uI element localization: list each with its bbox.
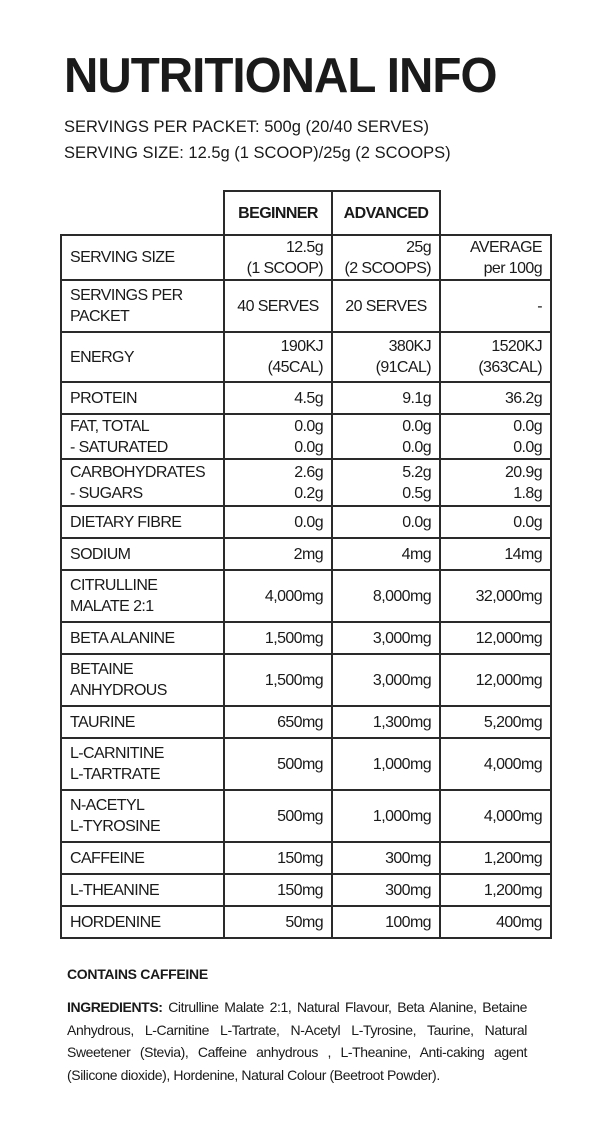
advanced-value-line: 100mg bbox=[385, 913, 431, 931]
beginner-value bbox=[224, 506, 332, 538]
beginner-value bbox=[224, 382, 332, 414]
nutrient-label-line: N-ACETYL bbox=[70, 797, 145, 814]
beginner-value bbox=[224, 654, 332, 706]
beginner-value-line: 1,500mg bbox=[264, 629, 323, 647]
per-100g-value bbox=[440, 622, 551, 654]
advanced-value bbox=[332, 622, 440, 654]
beginner-value-line: 12.5g bbox=[285, 238, 323, 256]
beginner-value bbox=[224, 570, 332, 622]
advanced-value-line: 300mg bbox=[385, 881, 431, 899]
per-100g-value bbox=[440, 874, 551, 906]
per-100g-value-line: (363CAL) bbox=[478, 359, 542, 376]
beginner-value-line: 190KJ bbox=[280, 338, 323, 355]
per-100g-value-line: AVERAGE bbox=[470, 238, 542, 256]
nutrient-label-line: FAT, TOTAL bbox=[70, 417, 150, 435]
advanced-value-line: 0.0g bbox=[402, 417, 431, 435]
beginner-value bbox=[224, 790, 332, 842]
per-100g-value bbox=[440, 738, 551, 790]
per-100g-value bbox=[440, 235, 551, 280]
beginner-value bbox=[224, 842, 332, 874]
ingredients-label: INGREDIENTS: bbox=[67, 999, 163, 1015]
blank-cell bbox=[440, 191, 551, 235]
advanced-value-line: (91CAL) bbox=[375, 359, 431, 376]
beginner-value bbox=[224, 706, 332, 738]
nutrient-row bbox=[61, 790, 551, 842]
serving-size: SERVING SIZE: 12.5g (1 SCOOP)/25g (2 SCOOPS) bbox=[64, 144, 451, 162]
beginner-value-line: 650mg bbox=[277, 713, 323, 731]
advanced-value-line: 8,000mg bbox=[372, 587, 431, 605]
beginner-value bbox=[224, 538, 332, 570]
contains-caffeine: CONTAINS CAFFEINE bbox=[67, 966, 208, 982]
advanced-value-line: 25g bbox=[406, 238, 431, 256]
blank-cell bbox=[61, 191, 224, 235]
nutrient-label-line: - SUGARS bbox=[70, 484, 143, 502]
nutrient-label bbox=[61, 622, 224, 654]
advanced-value-line: 0.5g bbox=[402, 484, 431, 502]
beginner-value bbox=[224, 906, 332, 938]
per-100g-value bbox=[440, 506, 551, 538]
beginner-value-line: 0.0g bbox=[294, 438, 323, 456]
nutrition-table bbox=[60, 190, 552, 939]
nutrient-label bbox=[61, 538, 224, 570]
nutrient-row bbox=[61, 906, 551, 938]
per-100g-value-line: 12,000mg bbox=[475, 629, 542, 647]
nutrient-row bbox=[61, 235, 551, 280]
per-100g-value-line: 1520KJ bbox=[491, 338, 542, 355]
nutrient-row bbox=[61, 332, 551, 382]
nutrient-label bbox=[61, 570, 224, 622]
servings-per-packet: SERVINGS PER PACKET: 500g (20/40 SERVES) bbox=[64, 118, 429, 136]
nutrient-label-line: MALATE 2:1 bbox=[70, 598, 154, 615]
advanced-value bbox=[332, 506, 440, 538]
nutrient-label-line: L-TARTRATE bbox=[70, 766, 161, 783]
nutrient-label-line: TAURINE bbox=[70, 713, 135, 731]
nutrient-label bbox=[61, 414, 224, 459]
advanced-value-line: 1,000mg bbox=[372, 755, 431, 773]
header-row bbox=[61, 191, 551, 235]
nutrient-row bbox=[61, 506, 551, 538]
nutrient-label-line: SODIUM bbox=[70, 545, 131, 563]
header-beginner: BEGINNER bbox=[224, 191, 332, 235]
nutrient-label-line: BETAINE bbox=[70, 661, 134, 678]
nutrient-label-line: - SATURATED bbox=[70, 438, 168, 456]
per-100g-value bbox=[440, 654, 551, 706]
advanced-value-line: 0.0g bbox=[402, 513, 431, 531]
per-100g-value-line: 20.9g bbox=[504, 463, 542, 481]
advanced-value bbox=[332, 790, 440, 842]
per-100g-value-line: 4,000mg bbox=[483, 807, 542, 825]
per-100g-value bbox=[440, 382, 551, 414]
per-100g-value-line: 1.8g bbox=[513, 484, 542, 502]
per-100g-value-line: 0.0g bbox=[513, 438, 542, 456]
per-100g-value bbox=[440, 706, 551, 738]
beginner-value-line: 0.2g bbox=[294, 484, 323, 502]
beginner-value-line: 40 SERVES bbox=[237, 297, 319, 315]
per-100g-value bbox=[440, 790, 551, 842]
beginner-value bbox=[224, 738, 332, 790]
advanced-value bbox=[332, 874, 440, 906]
advanced-value-line: 0.0g bbox=[402, 438, 431, 456]
advanced-value-line: 3,000mg bbox=[372, 629, 431, 647]
advanced-value bbox=[332, 738, 440, 790]
beginner-value bbox=[224, 414, 332, 459]
per-100g-value-line: 1,200mg bbox=[483, 881, 542, 899]
advanced-value bbox=[332, 842, 440, 874]
per-100g-value bbox=[440, 332, 551, 382]
beginner-value-line: 500mg bbox=[277, 807, 323, 825]
per-100g-value-line: - bbox=[537, 297, 542, 315]
nutrient-label-line: ENERGY bbox=[70, 348, 134, 366]
beginner-value bbox=[224, 459, 332, 506]
per-100g-value-line: 4,000mg bbox=[483, 755, 542, 773]
nutrient-label-line: SERVING SIZE bbox=[70, 249, 175, 266]
beginner-value-line: (1 SCOOP) bbox=[246, 259, 323, 277]
beginner-value bbox=[224, 280, 332, 332]
advanced-value bbox=[332, 382, 440, 414]
nutrient-label-line: L-CARNITINE bbox=[70, 745, 164, 762]
advanced-value-line: 9.1g bbox=[402, 389, 431, 407]
nutrient-label-line: L-TYROSINE bbox=[70, 818, 161, 835]
beginner-value-line: 0.0g bbox=[294, 417, 323, 435]
beginner-value-line: 150mg bbox=[277, 849, 323, 867]
nutrient-label-line: DIETARY FIBRE bbox=[70, 513, 182, 531]
nutrient-label bbox=[61, 738, 224, 790]
advanced-value-line: 5.2g bbox=[402, 463, 431, 481]
per-100g-value bbox=[440, 459, 551, 506]
nutrient-label bbox=[61, 790, 224, 842]
per-100g-value-line: 32,000mg bbox=[475, 587, 542, 605]
beginner-value-line: 4.5g bbox=[294, 389, 323, 407]
per-100g-value-line: per 100g bbox=[483, 259, 542, 277]
nutrient-label-line: ANHYDROUS bbox=[70, 682, 167, 699]
nutrient-label-line: L-THEANINE bbox=[70, 881, 160, 899]
nutrient-label-line: PACKET bbox=[70, 308, 130, 325]
per-100g-value bbox=[440, 280, 551, 332]
per-100g-value bbox=[440, 414, 551, 459]
nutrient-label bbox=[61, 235, 224, 280]
advanced-value-line: 3,000mg bbox=[372, 671, 431, 689]
per-100g-value bbox=[440, 570, 551, 622]
per-100g-value-line: 0.0g bbox=[513, 417, 542, 435]
nutrient-row bbox=[61, 570, 551, 622]
advanced-value bbox=[332, 906, 440, 938]
per-100g-value bbox=[440, 842, 551, 874]
advanced-value bbox=[332, 235, 440, 280]
nutrient-row bbox=[61, 538, 551, 570]
nutrient-label bbox=[61, 332, 224, 382]
beginner-value bbox=[224, 235, 332, 280]
nutrient-label bbox=[61, 874, 224, 906]
nutrient-row bbox=[61, 654, 551, 706]
beginner-value-line: 500mg bbox=[277, 755, 323, 773]
beginner-value bbox=[224, 622, 332, 654]
nutrient-label-line: HORDENINE bbox=[70, 913, 161, 931]
advanced-value bbox=[332, 706, 440, 738]
nutrient-label-line: PROTEIN bbox=[70, 389, 137, 407]
advanced-value-line: 380KJ bbox=[388, 338, 431, 355]
advanced-value bbox=[332, 654, 440, 706]
nutrient-row bbox=[61, 706, 551, 738]
nutrient-row bbox=[61, 382, 551, 414]
nutrient-label bbox=[61, 906, 224, 938]
per-100g-value-line: 0.0g bbox=[513, 513, 542, 531]
header-advanced: ADVANCED bbox=[332, 191, 440, 235]
beginner-value-line: 2.6g bbox=[294, 463, 323, 481]
beginner-value-line: 4,000mg bbox=[264, 587, 323, 605]
nutrient-row bbox=[61, 414, 551, 459]
nutrient-row bbox=[61, 874, 551, 906]
nutrient-label-line: CARBOHYDRATES bbox=[70, 463, 206, 481]
nutrient-label bbox=[61, 654, 224, 706]
beginner-value-line: 1,500mg bbox=[264, 671, 323, 689]
beginner-value bbox=[224, 874, 332, 906]
advanced-value-line: 300mg bbox=[385, 849, 431, 867]
advanced-value-line: (2 SCOOPS) bbox=[344, 259, 431, 277]
per-100g-value-line: 36.2g bbox=[504, 389, 542, 407]
per-100g-value-line: 400mg bbox=[496, 913, 542, 931]
advanced-value-line: 1,300mg bbox=[372, 713, 431, 731]
nutrient-label bbox=[61, 842, 224, 874]
nutrient-label-line: SERVINGS PER bbox=[70, 287, 183, 304]
nutrient-row bbox=[61, 459, 551, 506]
advanced-value bbox=[332, 414, 440, 459]
advanced-value-line: 20 SERVES bbox=[345, 297, 427, 315]
nutrient-label bbox=[61, 280, 224, 332]
nutrient-label bbox=[61, 382, 224, 414]
per-100g-value-line: 5,200mg bbox=[483, 713, 542, 731]
nutrient-label-line: CITRULLINE bbox=[70, 577, 158, 594]
per-100g-value-line: 14mg bbox=[504, 545, 542, 563]
nutrient-label-line: CAFFEINE bbox=[70, 849, 145, 867]
ingredients-text: Citrulline Malate 2:1, Natural Flavour, Beta Alanine, Betaine Anhydrous, L-Carnitine L-Tartrate, N-Acetyl L-Tyrosine, Taurine, Natural Sweetener (Stevia), Caffeine anhydrous , L-Theanine, Anti-caking agent (Silicone dioxide), Hordenine, Natural Colour (Beetroot Powder). bbox=[67, 999, 527, 1083]
beginner-value-line: 150mg bbox=[277, 881, 323, 899]
nutrient-row bbox=[61, 622, 551, 654]
advanced-value bbox=[332, 332, 440, 382]
page-title: NUTRITIONAL INFO bbox=[64, 49, 497, 103]
ingredients bbox=[67, 996, 527, 1086]
nutrient-label bbox=[61, 506, 224, 538]
beginner-value-line: (45CAL) bbox=[267, 359, 323, 376]
beginner-value-line: 2mg bbox=[293, 545, 323, 563]
beginner-value-line: 50mg bbox=[285, 913, 323, 931]
beginner-value bbox=[224, 332, 332, 382]
advanced-value bbox=[332, 280, 440, 332]
advanced-value-line: 1,000mg bbox=[372, 807, 431, 825]
nutrient-label bbox=[61, 459, 224, 506]
nutrient-row bbox=[61, 842, 551, 874]
nutrient-row bbox=[61, 738, 551, 790]
beginner-value-line: 0.0g bbox=[294, 513, 323, 531]
advanced-value bbox=[332, 538, 440, 570]
nutrient-label-line: BETA ALANINE bbox=[70, 629, 175, 647]
advanced-value bbox=[332, 459, 440, 506]
nutrient-row bbox=[61, 280, 551, 332]
advanced-value-line: 4mg bbox=[401, 545, 431, 563]
per-100g-value-line: 12,000mg bbox=[475, 671, 542, 689]
nutrient-label bbox=[61, 706, 224, 738]
per-100g-value bbox=[440, 538, 551, 570]
per-100g-value-line: 1,200mg bbox=[483, 849, 542, 867]
advanced-value bbox=[332, 570, 440, 622]
per-100g-value bbox=[440, 906, 551, 938]
